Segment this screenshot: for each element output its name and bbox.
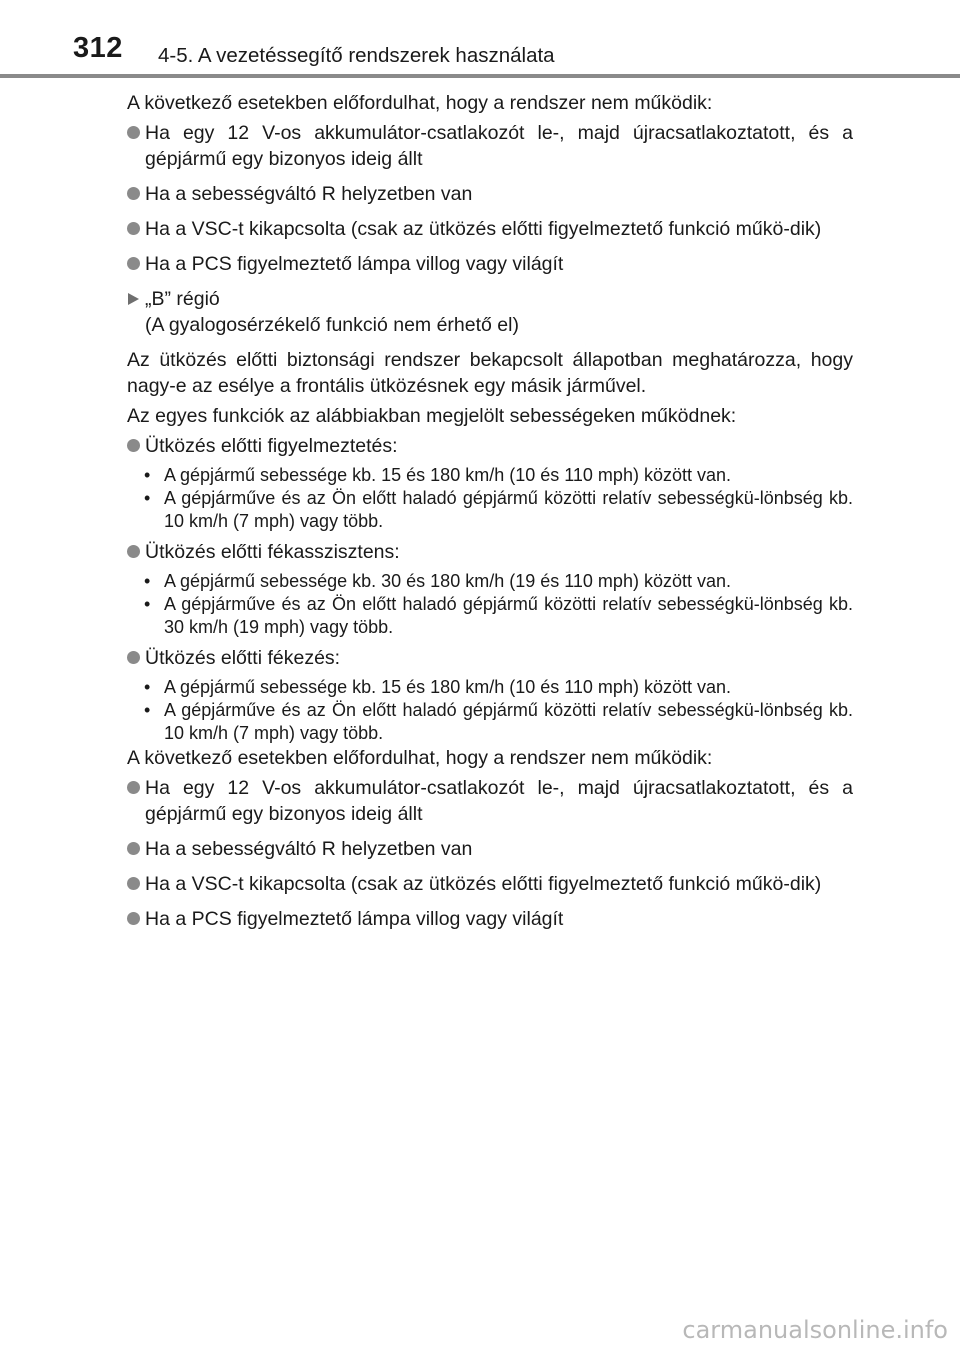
list-item xyxy=(127,871,853,897)
region-subtitle: (A gyalogosérzékelő funkció nem érhető el) xyxy=(145,314,519,336)
speeds-intro-paragraph: Az egyes funkciók az alábbiakban megjelölt sebességeken működnek: xyxy=(127,405,737,427)
page-content xyxy=(127,90,853,941)
page-number: 312 xyxy=(73,32,123,64)
bullet-icon: • xyxy=(144,700,151,720)
condition-item xyxy=(127,464,853,487)
bullet-icon: • xyxy=(144,677,151,697)
condition-text: A gépjármű sebessége kb. 15 és 180 km/h (10 és 110 mph) között van. xyxy=(164,465,731,485)
list-item xyxy=(127,216,853,242)
bullet-icon: • xyxy=(144,488,151,508)
list-item xyxy=(127,120,853,172)
condition-text: A gépjármű sebessége kb. 30 és 180 km/h (19 és 110 mph) között van. xyxy=(164,571,731,591)
list-item-text: Ha a PCS figyelmeztető lámpa villog vagy világít xyxy=(145,908,564,930)
description-paragraph: Az ütközés előtti biztonsági rendszer bekapcsolt állapotban meghatározza, hogy nagy-e az esélye a frontális ütközésnek egy másik járművel. xyxy=(127,349,853,397)
intro-paragraph-1: A következő esetekben előfordulhat, hogy a rendszer nem működik: xyxy=(127,92,713,114)
region-title: „B” régió xyxy=(145,288,220,310)
watermark: carmanualsonline.info xyxy=(682,1316,948,1344)
bullet-icon: • xyxy=(144,465,151,485)
function-item xyxy=(127,433,853,459)
condition-item xyxy=(127,593,853,639)
condition-text: A gépjárműve és az Ön előtt haladó gépjármű közötti relatív sebességkü-lönbség kb. 10 km/h (7 mph) vagy több. xyxy=(164,700,853,743)
list-item xyxy=(127,251,853,277)
condition-item xyxy=(127,487,853,533)
list-item-text: Ha a sebességváltó R helyzetben van xyxy=(145,183,473,205)
list-item-text: Ha a VSC-t kikapcsolta (csak az ütközés előtti figyelmeztető funkció műkö-dik) xyxy=(145,873,822,895)
region-heading xyxy=(127,286,853,338)
function-title: Ütközés előtti figyelmeztetés: xyxy=(145,435,398,457)
function-item xyxy=(127,539,853,565)
condition-item xyxy=(127,570,853,593)
condition-item xyxy=(127,699,853,745)
header-rule xyxy=(0,74,960,78)
list-item-text: Ha a PCS figyelmeztető lámpa villog vagy világít xyxy=(145,253,564,275)
list-item xyxy=(127,906,853,932)
list-item-text: Ha a sebességváltó R helyzetben van xyxy=(145,838,473,860)
function-conditions xyxy=(127,676,853,745)
bullet-icon: • xyxy=(144,571,151,591)
function-title: Ütközés előtti fékezés: xyxy=(145,647,341,669)
list-item-text: Ha egy 12 V-os akkumulátor-csatlakozót le-, majd újracsatlakoztatott, és a gépjármű egy bizonyos ideig állt xyxy=(145,777,853,825)
list-item-text: Ha a VSC-t kikapcsolta (csak az ütközés előtti figyelmeztető funkció műkö-dik) xyxy=(145,218,822,240)
function-item xyxy=(127,645,853,671)
list-item xyxy=(127,836,853,862)
function-conditions xyxy=(127,570,853,639)
list-item-text: Ha egy 12 V-os akkumulátor-csatlakozót le-, majd újracsatlakoztatott, és a gépjármű egy bizonyos ideig állt xyxy=(145,122,853,170)
list-item xyxy=(127,775,853,827)
list-item xyxy=(127,181,853,207)
condition-list-1 xyxy=(127,120,853,277)
bullet-icon: • xyxy=(144,594,151,614)
intro-paragraph-2: A következő esetekben előfordulhat, hogy a rendszer nem működik: xyxy=(127,747,713,769)
function-list xyxy=(127,433,853,745)
condition-list-2 xyxy=(127,775,853,932)
condition-item xyxy=(127,676,853,699)
page-header xyxy=(0,0,960,82)
function-title: Ütközés előtti fékasszisztens: xyxy=(145,541,400,563)
condition-text: A gépjárműve és az Ön előtt haladó gépjármű közötti relatív sebességkü-lönbség kb. 30 km/h (19 mph) vagy több. xyxy=(164,594,853,637)
condition-text: A gépjárműve és az Ön előtt haladó gépjármű közötti relatív sebességkü-lönbség kb. 10 km/h (7 mph) vagy több. xyxy=(164,488,853,531)
condition-text: A gépjármű sebessége kb. 15 és 180 km/h (10 és 110 mph) között van. xyxy=(164,677,731,697)
section-title: 4-5. A vezetéssegítő rendszerek használata xyxy=(158,44,555,67)
function-conditions xyxy=(127,464,853,533)
